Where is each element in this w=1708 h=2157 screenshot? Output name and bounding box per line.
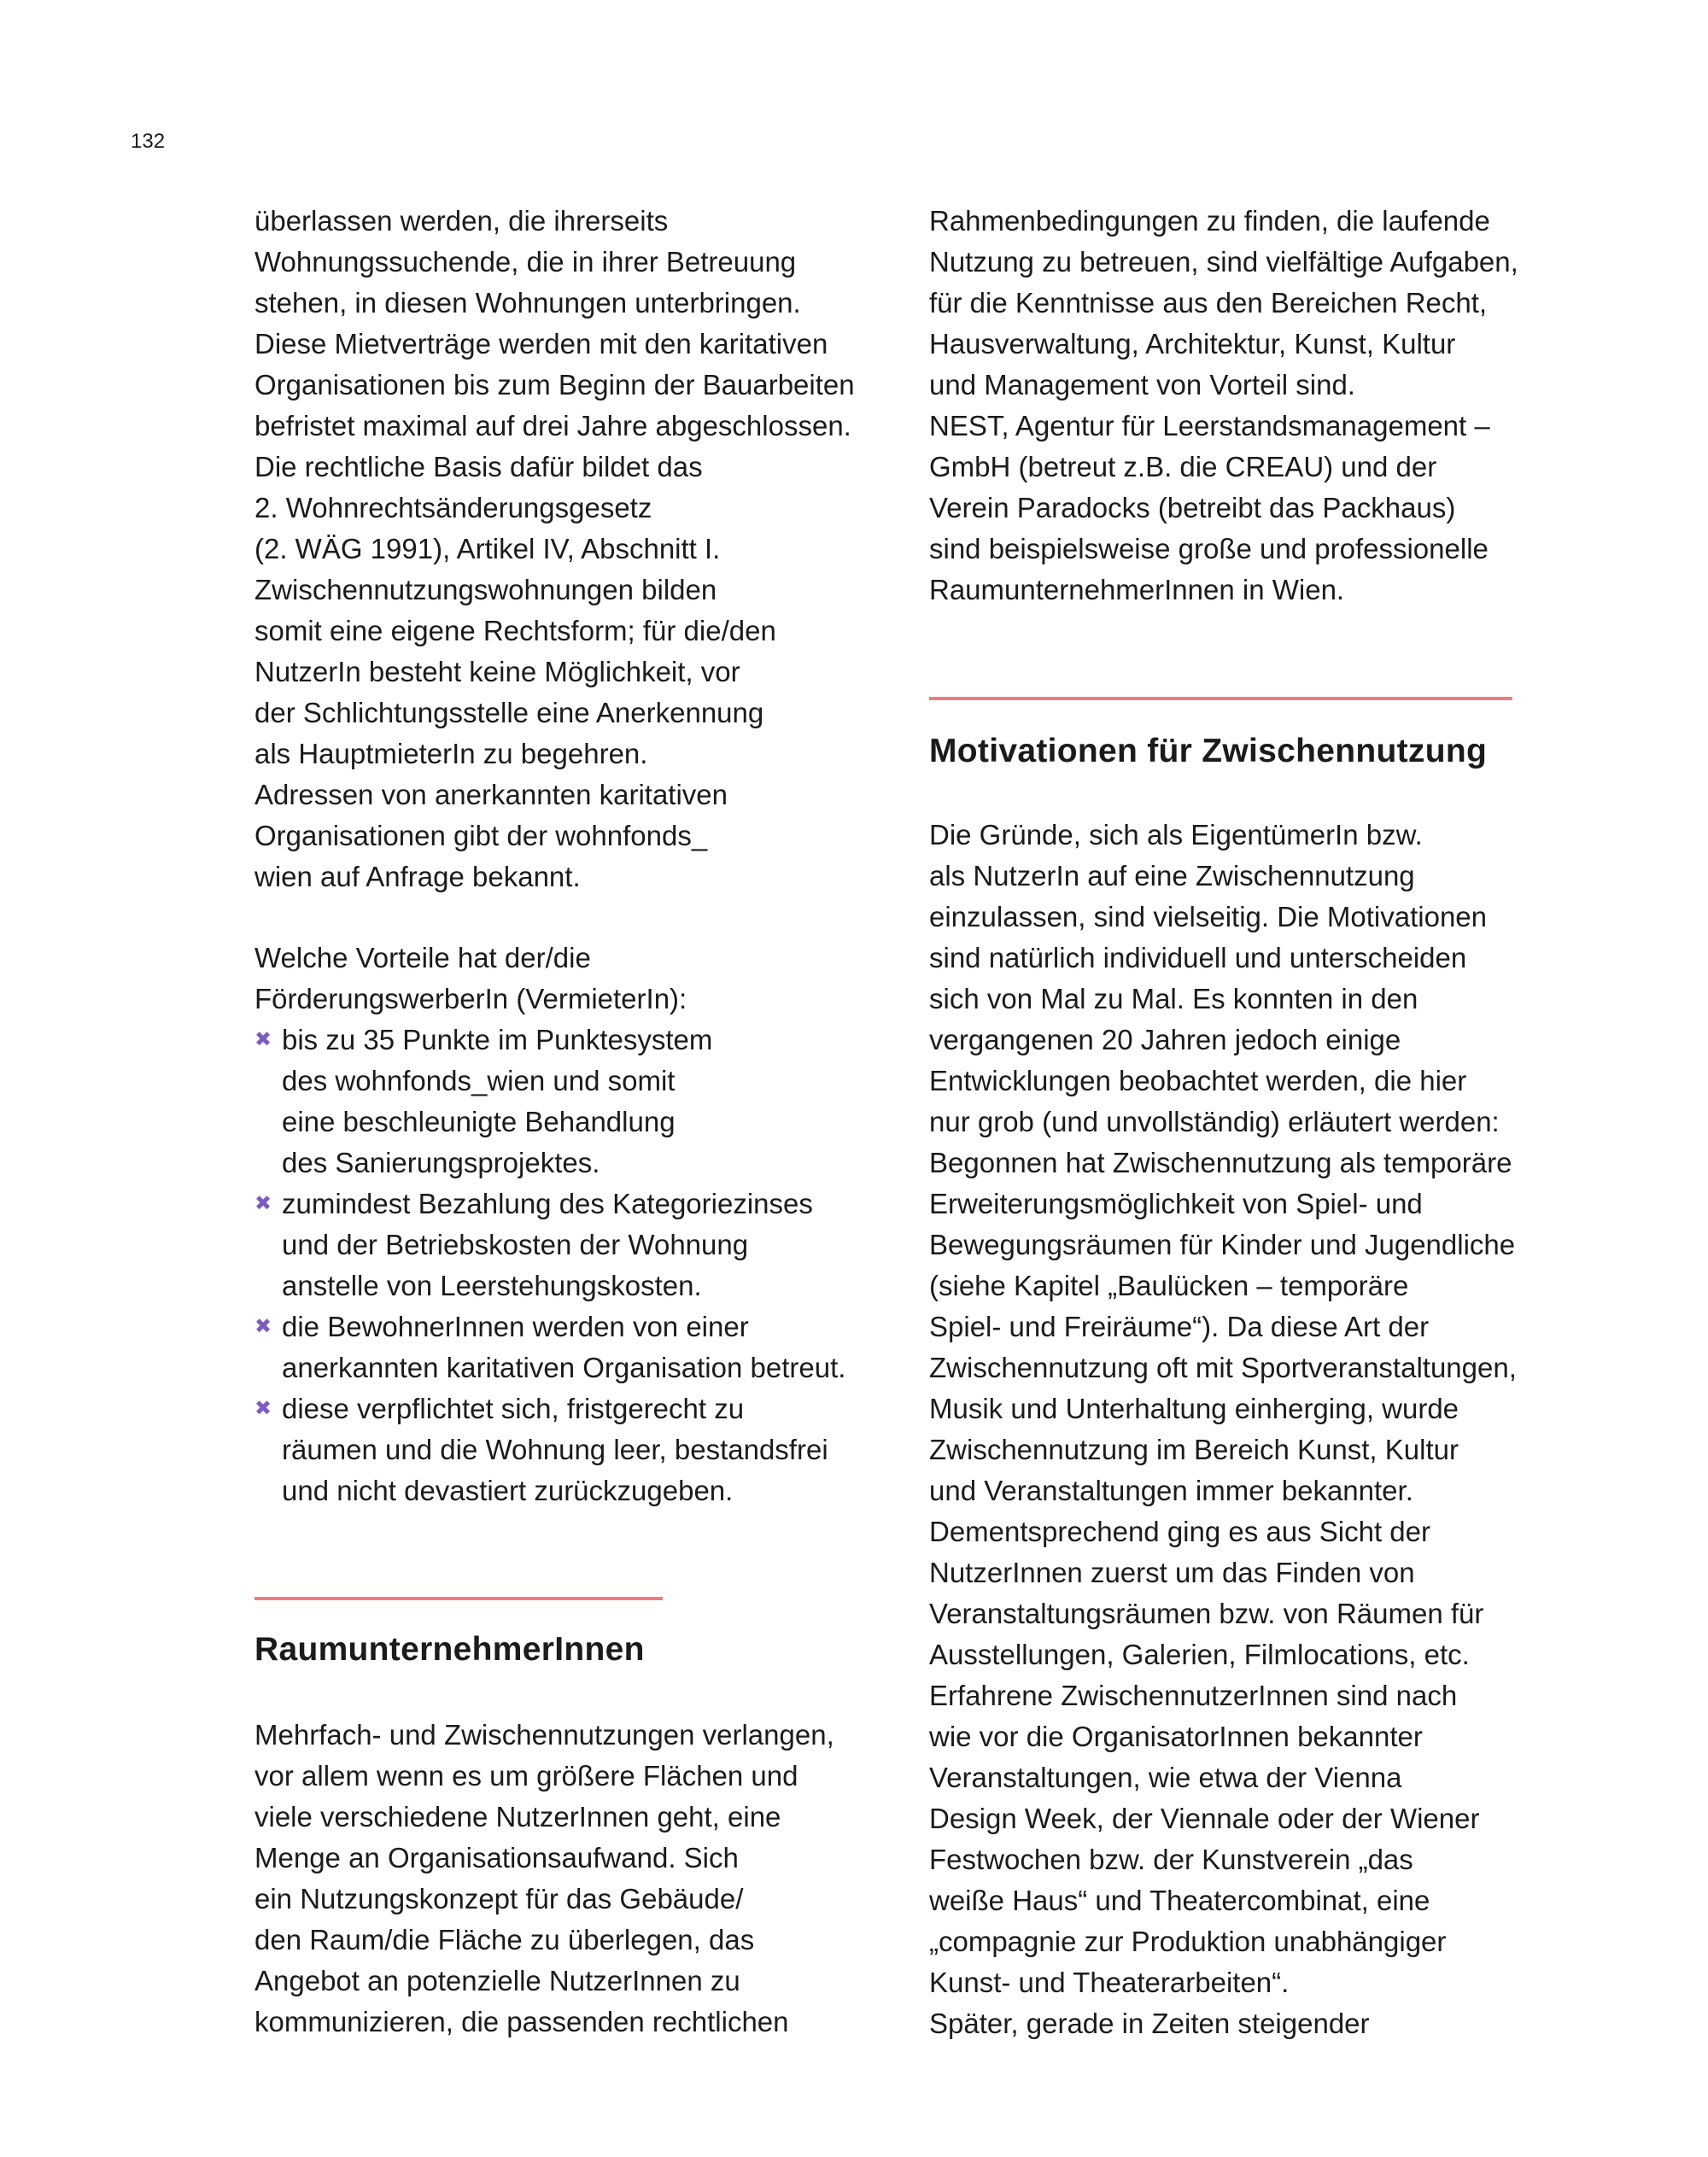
left-paragraph-3 (254, 1715, 834, 2043)
text-line: NEST, Agentur für Leerstandsmanagement – (929, 410, 1490, 441)
text-line: des Sanierungsprojektes. (282, 1147, 600, 1178)
text-line: Entwicklungen beobachtet werden, die hier (929, 1065, 1467, 1096)
text-line: überlassen werden, die ihrerseits (254, 205, 669, 237)
list-item (254, 1306, 845, 1388)
text-line: Spiel- und Freiräume“). Da diese Art der (929, 1311, 1430, 1342)
text-line: als NutzerIn auf eine Zwischennutzung (929, 860, 1415, 891)
text-line: 2. Wohnrechtsänderungsgesetz (254, 492, 652, 523)
text-line: Wohnungssuchende, die in ihrer Betreuung (254, 246, 797, 278)
text-line: und Management von Vorteil sind. (929, 369, 1355, 400)
text-line: die BewohnerInnen werden von einer (282, 1311, 749, 1342)
text-line: Die Gründe, sich als EigentümerIn bzw. (929, 819, 1423, 851)
text-line: als HauptmieterIn zu begehren. (254, 738, 648, 769)
text-line: den Raum/die Fläche zu überlegen, das (254, 1924, 755, 1955)
text-line: „compagnie zur Produktion unabhängiger (929, 1926, 1447, 1957)
text-line: NutzerInnen zuerst um das Finden von (929, 1557, 1415, 1588)
text-line: bis zu 35 Punkte im Punktesystem (282, 1024, 713, 1055)
text-line: Später, gerade in Zeiten steigender (929, 2008, 1370, 2039)
text-line: (2. WÄG 1991), Artikel IV, Abschnitt I. (254, 533, 721, 564)
text-line: Die rechtliche Basis dafür bildet das (254, 451, 703, 482)
text-line: diese verpflichtet sich, fristgerecht zu (282, 1393, 745, 1424)
text-line: vergangenen 20 Jahren jedoch einige (929, 1024, 1401, 1055)
text-line: somit eine eigene Rechtsform; für die/den (254, 615, 776, 646)
list-item (254, 1388, 845, 1511)
text-line: des wohnfonds_wien und somit (282, 1065, 676, 1096)
text-line: Menge an Organisationsaufwand. Sich (254, 1842, 739, 1873)
text-line: Hausverwaltung, Architektur, Kunst, Kultur (929, 328, 1456, 360)
text-line: Organisationen bis zum Beginn der Bauarbeiten (254, 369, 855, 400)
text-line: für die Kenntnisse aus den Bereichen Recht, (929, 287, 1488, 319)
text-line: (siehe Kapitel „Baulücken – temporäre (929, 1270, 1409, 1301)
text-line: GmbH (betreut z.B. die CREAU) und der (929, 451, 1437, 482)
text-line: Nutzung zu betreuen, sind vielfältige Aufgaben, (929, 246, 1518, 278)
bullet-x-icon: ✖ (254, 1192, 272, 1215)
text-line: Zwischennutzung im Bereich Kunst, Kultur (929, 1434, 1459, 1465)
bullet-x-icon: ✖ (254, 1397, 272, 1420)
text-line: anerkannten karitativen Organisation betreut. (282, 1352, 846, 1383)
text-line: eine beschleunigte Behandlung (282, 1106, 676, 1137)
text-line: Angebot an potenzielle NutzerInnen zu (254, 1965, 740, 1996)
left-paragraph-2 (254, 938, 687, 1020)
text-line: Verein Paradocks (betreibt das Packhaus) (929, 492, 1456, 523)
text-line: Welche Vorteile hat der/die (254, 942, 591, 973)
bullet-x-icon: ✖ (254, 1028, 272, 1051)
text-line: Erfahrene ZwischennutzerInnen sind nach (929, 1680, 1458, 1711)
text-line: Organisationen gibt der wohnfonds_ (254, 820, 708, 851)
text-line: Kunst- und Theaterarbeiten“. (929, 1967, 1290, 1998)
text-line: befristet maximal auf drei Jahre abgeschlossen. (254, 410, 851, 441)
text-line: Festwochen bzw. der Kunstverein „das (929, 1844, 1413, 1875)
page-number: 132 (131, 130, 166, 153)
text-line: kommunizieren, die passenden rechtlichen (254, 2006, 789, 2037)
text-line: ein Nutzungskonzept für das Gebäude/ (254, 1883, 744, 1914)
text-line: Mehrfach- und Zwischennutzungen verlangen, (254, 1719, 834, 1751)
text-line: sich von Mal zu Mal. Es konnten in den (929, 983, 1418, 1014)
text-line: Veranstaltungsräumen bzw. von Räumen für (929, 1598, 1484, 1629)
text-line: Zwischennutzung oft mit Sportveranstaltungen, (929, 1352, 1517, 1383)
text-line: sind beispielsweise große und professionelle (929, 533, 1489, 564)
left-paragraph-1 (254, 201, 855, 897)
text-line: viele verschiedene NutzerInnen geht, eine (254, 1801, 781, 1833)
text-line: Rahmenbedingungen zu finden, die laufende (929, 205, 1490, 237)
text-line: Musik und Unterhaltung einherging, wurde (929, 1393, 1459, 1424)
text-line: und Veranstaltungen immer bekannter. (929, 1475, 1413, 1506)
text-line: weiße Haus“ und Theatercombinat, eine (929, 1885, 1430, 1916)
text-line: räumen und die Wohnung leer, bestandsfrei (282, 1434, 828, 1465)
heading-raumunternehmer: RaumunternehmerInnen (254, 1631, 645, 1668)
text-line: wien auf Anfrage bekannt. (254, 861, 581, 892)
section-divider (254, 1597, 663, 1600)
list-item (254, 1020, 845, 1184)
text-line: zumindest Bezahlung des Kategoriezinses (282, 1188, 813, 1219)
text-line: der Schlichtungsstelle eine Anerkennung (254, 697, 764, 728)
section-divider (929, 697, 1512, 700)
text-line: Begonnen hat Zwischennutzung als temporäre (929, 1147, 1512, 1178)
text-line: stehen, in diesen Wohnungen unterbringen. (254, 287, 801, 319)
text-line: Bewegungsräumen für Kinder und Jugendliche (929, 1229, 1516, 1260)
text-line: sind natürlich individuell und unterscheiden (929, 942, 1467, 973)
text-line: RaumunternehmerInnen in Wien. (929, 574, 1345, 605)
text-line: vor allem wenn es um größere Flächen und (254, 1760, 798, 1792)
text-line: NutzerIn besteht keine Möglichkeit, vor (254, 656, 740, 687)
text-line: einzulassen, sind vielseitig. Die Motivationen (929, 901, 1488, 932)
text-line: Erweiterungsmöglichkeit von Spiel- und (929, 1188, 1423, 1219)
right-paragraph-1 (929, 201, 1518, 611)
text-line: Ausstellungen, Galerien, Filmlocations, etc. (929, 1639, 1470, 1670)
text-line: anstelle von Leerstehungskosten. (282, 1270, 702, 1301)
text-line: Veranstaltungen, wie etwa der Vienna (929, 1762, 1402, 1793)
text-line: Dementsprechend ging es aus Sicht der (929, 1516, 1431, 1547)
heading-motivationen: Motivationen für Zwischennutzung (929, 733, 1488, 769)
bullet-x-icon: ✖ (254, 1315, 272, 1338)
text-line: FörderungswerberIn (VermieterIn): (254, 983, 687, 1014)
text-line: Diese Mietverträge werden mit den karitativen (254, 328, 828, 360)
text-line: Design Week, der Viennale oder der Wiener (929, 1803, 1480, 1834)
text-line: Zwischennutzungswohnungen bilden (254, 574, 717, 605)
text-line: nur grob (und unvollständig) erläutert werden: (929, 1106, 1500, 1137)
advantages-list (254, 1020, 845, 1511)
text-line: und nicht devastiert zurückzugeben. (282, 1475, 734, 1506)
text-line: wie vor die OrganisatorInnen bekannter (929, 1721, 1423, 1752)
right-paragraph-2 (929, 815, 1517, 2044)
list-item (254, 1184, 845, 1306)
text-line: und der Betriebskosten der Wohnung (282, 1229, 749, 1260)
text-line: Adressen von anerkannten karitativen (254, 779, 728, 810)
